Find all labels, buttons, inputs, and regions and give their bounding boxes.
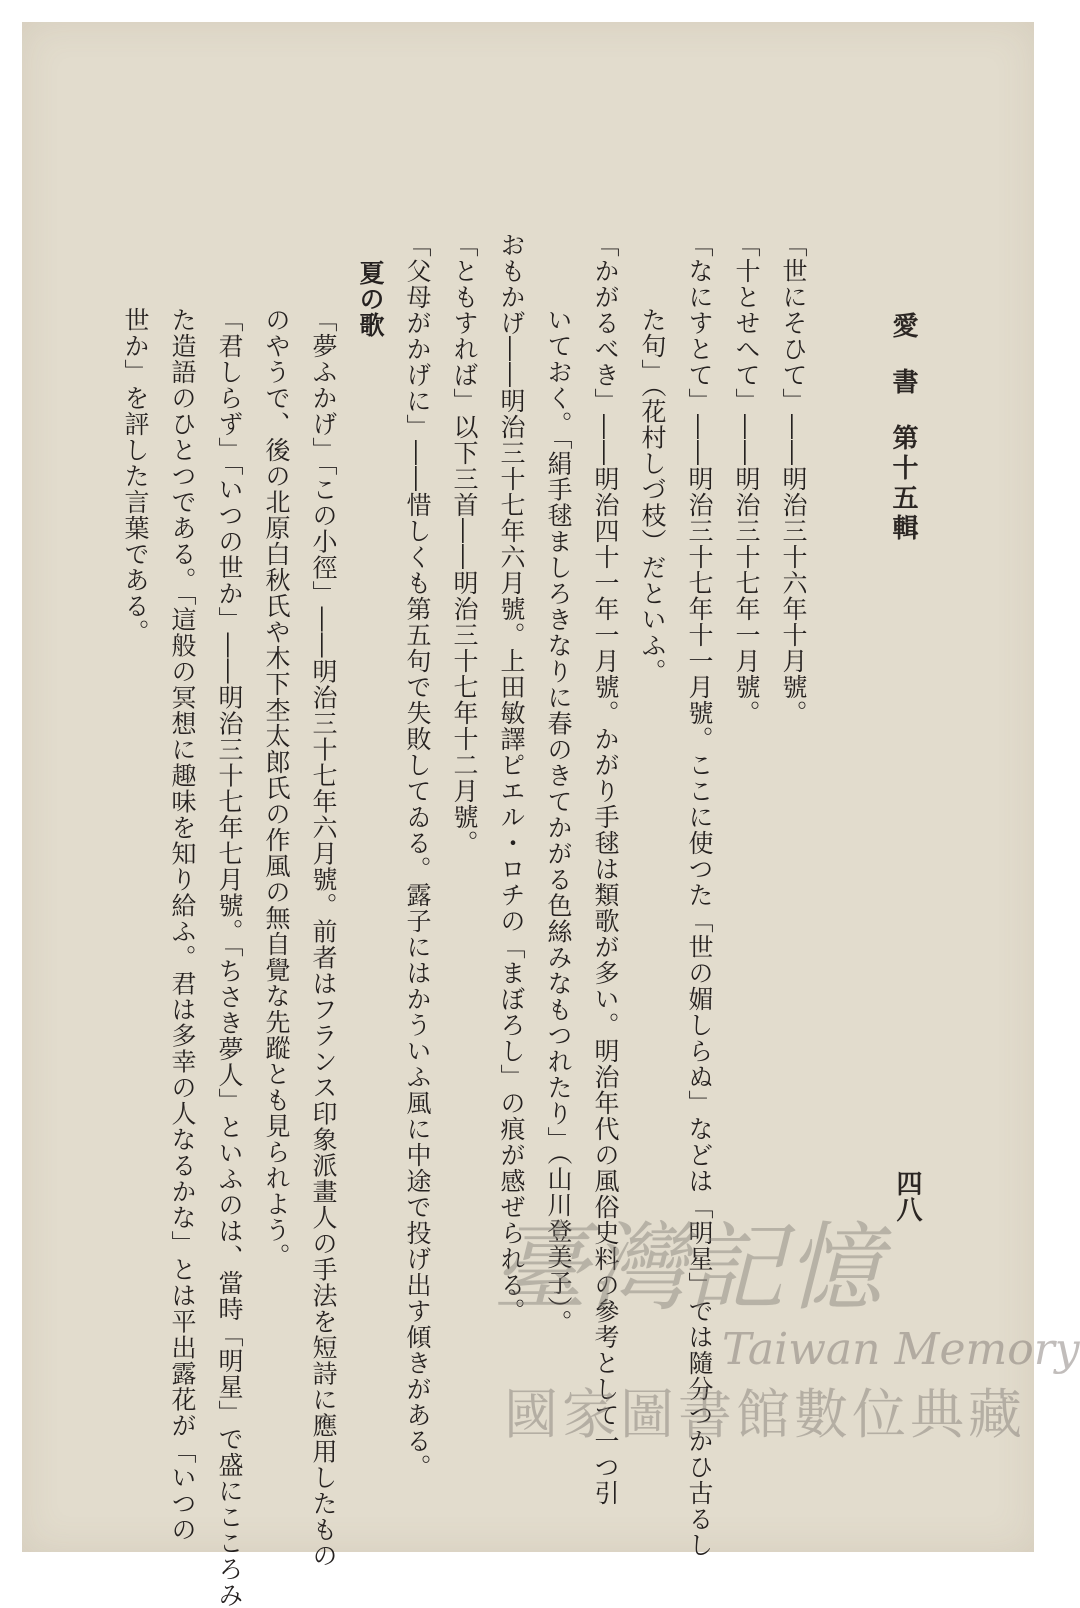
text-line-2: 「十とせへて」――明治三十七年一月號。 [732,232,761,726]
text-line-12: のやうで、後の北原白秋氏や木下杢太郎氏の作風の無自覺な先蹤とも見られよう。 [262,307,291,1269]
section-heading-summer-songs: 夏の歌 [356,260,385,338]
text-line-15: 世か」を評した言葉である。 [121,307,150,645]
text-line-7: おもかげ――明治三十七年六月號。上田敏譯ピエル・ロチの「まぼろし」の痕が感ぜられる。 [497,232,526,1324]
watermark-main: 臺灣記憶 [492,1212,884,1324]
vertical-body-text [112,232,864,1608]
running-header-title [890,312,916,544]
text-line-8: 「ともすれば」以下三首――明治三十七年十二月號。 [450,232,479,856]
text-line-13: 「君しらず」「いつの世か」――明治三十七年七月號。「ちさき夢人」といふのは、當時「明星」で盛にこころみ [215,307,244,1608]
text-line-1: 「世にそひて」――明治三十六年十月號。 [779,232,808,726]
text-line-3: 「なにすとて」――明治三十七年十一月號。ここに使つた「世の媚しらぬ」などは「明星」では隨分つかひ古るし [685,232,714,1558]
watermark-sub: 國家圖書館數位典藏 [504,1383,1026,1446]
text-line-6: いておく。「絹手毬ましろきなりに春のきてかがる色絲みなもつれたり」（山川登美子）。 [544,307,573,1336]
page-number: 四八 [892,1170,922,1222]
header-title-part2: 書 [888,368,918,398]
text-line-5: 「かがるべき」――明治四十一年一月號。かがり手毬は類歌が多い。明治年代の風俗史料の參考として一つ引 [591,232,620,1506]
watermark-latin: Taiwan Memory [722,1324,1080,1375]
text-line-11: 「夢ふかげ」「この小徑」――明治三十七年六月號。前者はフランス印象派畫人の手法を短詩に應用したもの [309,307,338,1569]
header-title-part3: 第十五輯 [888,424,918,544]
book-page [22,22,1080,1608]
text-line-4: た句」（花村しづ枝）だといふ。 [638,307,667,685]
header-title-part1: 愛 [888,312,918,342]
text-line-9: 「父母がかげに」――惜しくも第五句で失敗してゐる。露子にはかういふ風に中途で投げ出す傾きがある。 [403,232,432,1480]
text-line-14: た造語のひとつである。「這般の冥想に趣味を知り給ふ。君は多幸の人なるかな」とは平出露花が「いつの [168,307,197,1543]
